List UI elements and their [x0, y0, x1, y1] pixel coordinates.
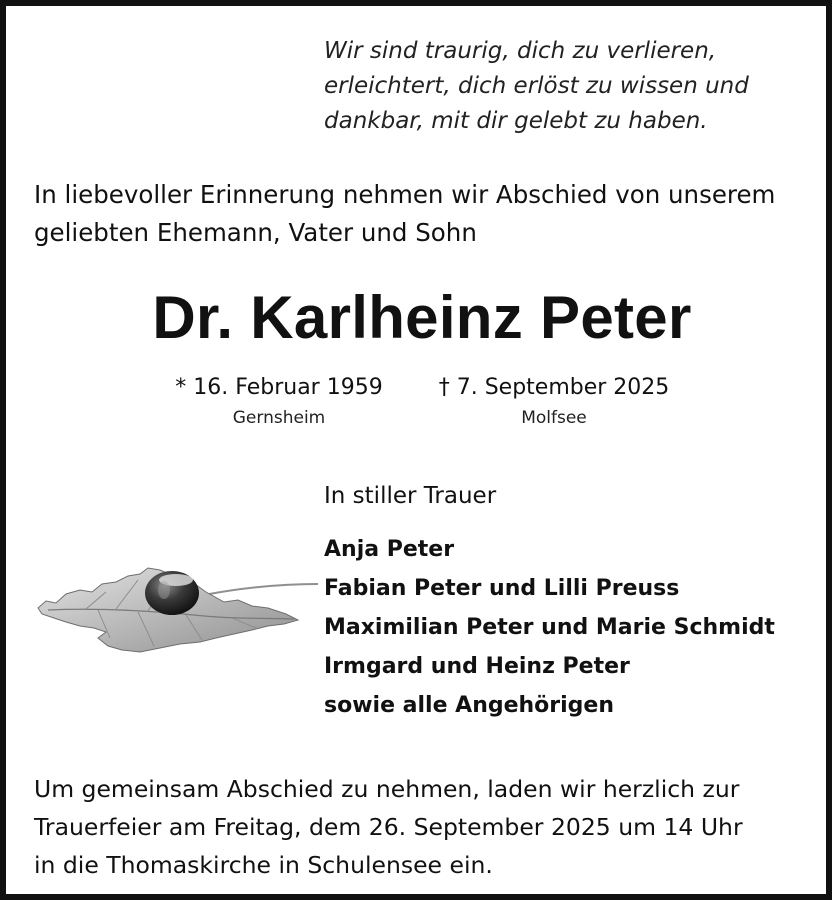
funeral-invitation	[34, 770, 743, 884]
birth-info	[166, 372, 392, 432]
quote-line: dankbar, mit dir gelebt zu haben.	[324, 108, 708, 134]
mourners-list	[324, 530, 775, 725]
quote-line: Wir sind traurig, dich zu verlieren,	[324, 38, 717, 64]
deceased-name: Dr. Karlheinz Peter	[152, 284, 692, 351]
quote-line: erleichtert, dich erlöst zu wissen und	[324, 73, 749, 99]
mourner-name: Irmgard und Heinz Peter	[324, 654, 630, 679]
mourner-name: sowie alle Angehörigen	[324, 693, 615, 718]
intro-line: In liebevoller Erinnerung nehmen wir Abschied von unserem	[34, 180, 776, 209]
birth-date: * 16. Februar 1959	[175, 375, 383, 400]
leaf-with-chestnut-icon	[36, 562, 321, 658]
invitation-line: in die Thomaskirche in Schulensee ein.	[34, 851, 493, 879]
birth-place: Gernsheim	[232, 408, 326, 428]
mourner-name: Anja Peter	[324, 537, 455, 562]
death-info	[430, 372, 678, 432]
intro-text	[34, 176, 775, 252]
mourner-name: Maximilian Peter und Marie Schmidt	[324, 615, 775, 640]
mourning-heading: In stiller Trauer	[324, 483, 497, 509]
death-place: Molfsee	[521, 408, 587, 428]
intro-line: geliebten Ehemann, Vater und Sohn	[34, 218, 477, 247]
death-date: † 7. September 2025	[438, 375, 670, 400]
memorial-quote	[324, 34, 749, 139]
mourner-name: Fabian Peter und Lilli Preuss	[324, 576, 680, 601]
invitation-line: Um gemeinsam Abschied zu nehmen, laden wir herzlich zur	[34, 775, 740, 803]
invitation-line: Trauerfeier am Freitag, dem 26. September 2025 um 14 Uhr	[34, 813, 743, 841]
